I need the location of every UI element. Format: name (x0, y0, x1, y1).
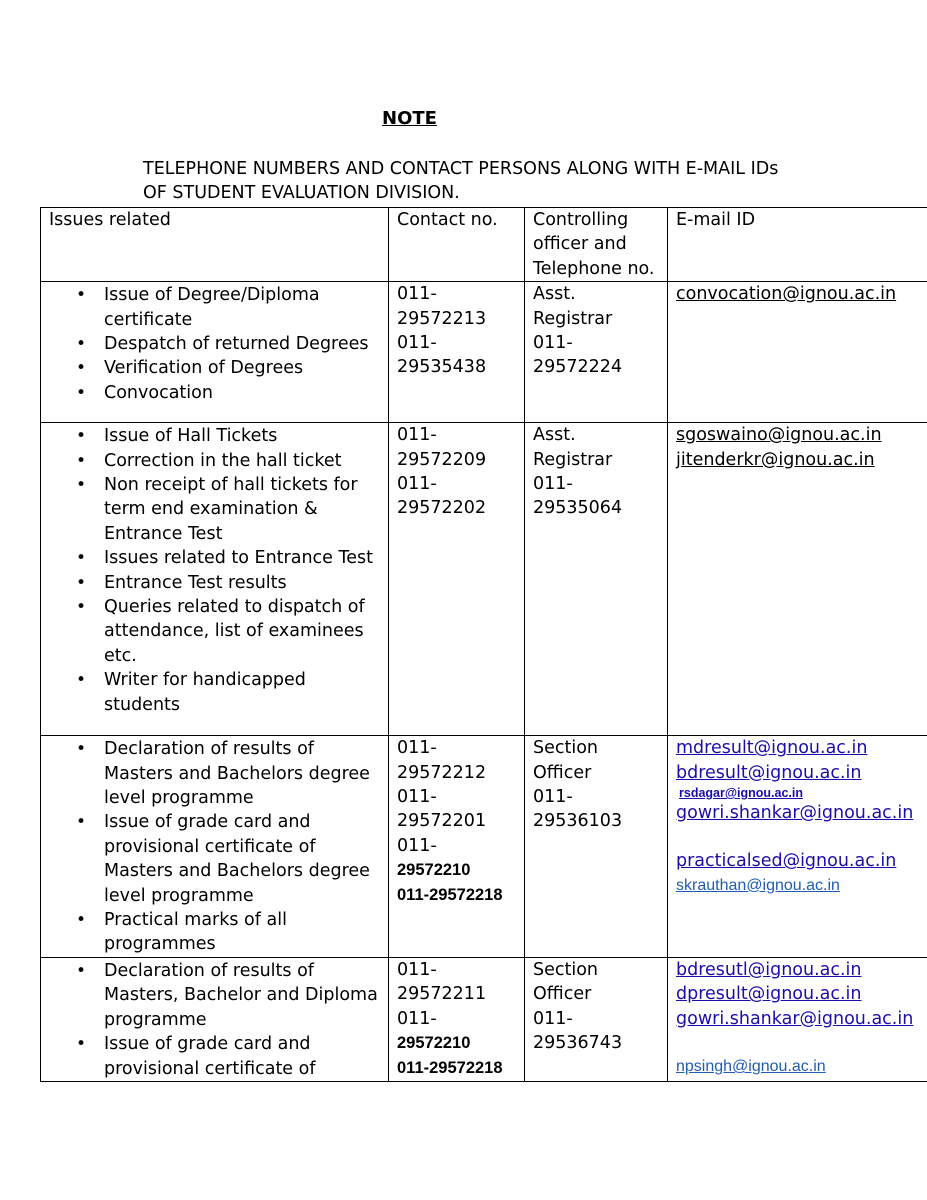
intro-line-2: OF STUDENT EVALUATION DIVISION. (143, 183, 460, 203)
contact-numbers (389, 736, 524, 907)
officer-line: Section (533, 959, 599, 980)
officer-line: 011- (533, 333, 573, 354)
header-officer-line1: Controlling (533, 210, 629, 230)
list-item: • Declaration of results of Masters and Bachelors degree level programme (104, 737, 384, 810)
email-link[interactable]: convocation@ignou.ac.in (676, 284, 897, 305)
email-link[interactable]: sgoswaino@ignou.ac.in (676, 425, 882, 446)
table-row (41, 957, 927, 1081)
email-link[interactable]: gowri.shankar@ignou.ac.in (676, 1008, 914, 1029)
issue-list (41, 737, 384, 957)
list-item: • Queries related to dispatch of attendance, list of examinees etc. (104, 595, 384, 668)
email-link[interactable]: practicalsed@ignou.ac.in (676, 851, 897, 872)
officer-line: Section (533, 738, 599, 759)
contact-line: 29572212 (397, 762, 487, 783)
email-link[interactable]: npsingh@ignou.ac.in (676, 1058, 826, 1076)
email-link[interactable]: bdresult@ignou.ac.in (676, 762, 862, 783)
list-item: • Writer for handicapped students (104, 668, 384, 717)
officer-line: Asst. (533, 284, 576, 305)
email-link[interactable]: mdresult@ignou.ac.in (676, 738, 868, 759)
contact-line: 011- (397, 474, 437, 495)
spacer (676, 1031, 927, 1055)
header-officer (525, 208, 667, 281)
header-issues: Issues related (49, 210, 171, 230)
table-header-row (41, 208, 927, 282)
controlling-officer (525, 282, 667, 380)
email-link[interactable]: dpresult@ignou.ac.in (676, 984, 862, 1005)
list-item: • Issue of Degree/Diploma certificate (104, 283, 384, 332)
contact-line: 29572213 (397, 308, 487, 329)
list-item: • Correction in the hall ticket (104, 449, 384, 473)
contact-line: 29572202 (397, 498, 487, 519)
contact-line: 011-29572218 (397, 1058, 503, 1077)
contact-line: 011- (397, 425, 437, 446)
email-ids (668, 282, 927, 306)
contact-line: 29572210 (397, 1034, 471, 1053)
contact-line: 29572201 (397, 811, 487, 832)
contact-line: 011- (397, 333, 437, 354)
contact-line: 011- (397, 1008, 437, 1029)
officer-line: 29572224 (533, 357, 623, 378)
email-ids (668, 958, 927, 1080)
issue-list (41, 424, 384, 717)
table-row (41, 736, 927, 958)
email-link[interactable]: rsdagar@ignou.ac.in (679, 786, 804, 801)
officer-line: Officer (533, 762, 592, 783)
list-item: • Issue of grade card and provisional certificate of (104, 1032, 384, 1081)
contact-numbers (389, 958, 524, 1080)
header-officer-line2: officer and (533, 234, 627, 255)
officer-line: 29535064 (533, 498, 623, 519)
list-item: • Convocation (104, 381, 384, 405)
table-row (41, 282, 927, 423)
list-item: • Issue of grade card and provisional certificate of Masters and Bachelors degree level programme (104, 810, 384, 908)
officer-line: Registrar (533, 308, 613, 329)
contact-line: 011-29572218 (397, 885, 503, 904)
email-link[interactable]: bdresutl@ignou.ac.in (676, 959, 862, 980)
list-item: • Despatch of returned Degrees (104, 332, 384, 356)
contact-line: 29572209 (397, 449, 487, 470)
list-item: • Entrance Test results (104, 571, 384, 595)
email-link[interactable]: gowri.shankar@ignou.ac.in (676, 803, 914, 824)
officer-line: Asst. (533, 425, 576, 446)
intro-line-1: TELEPHONE NUMBERS AND CONTACT PERSONS ALONG WITH E-MAIL IDs (143, 159, 779, 179)
controlling-officer (525, 958, 667, 1056)
officer-line: 011- (533, 474, 573, 495)
issue-list (41, 959, 384, 1081)
contact-line: 29572210 (397, 861, 471, 880)
officer-line: Officer (533, 984, 592, 1005)
controlling-officer (525, 736, 667, 834)
list-item: • Declaration of results of Masters, Bachelor and Diploma programme (104, 959, 384, 1032)
list-item: • Issue of Hall Tickets (104, 424, 384, 448)
list-item: • Non receipt of hall tickets for term end examination & Entrance Test (104, 473, 384, 546)
contact-numbers (389, 423, 524, 521)
contacts-table (40, 207, 927, 1082)
officer-line: 011- (533, 1008, 573, 1029)
header-officer-line3: Telephone no. (533, 258, 655, 279)
officer-line: 29536103 (533, 811, 623, 832)
email-link[interactable]: skrauthan@ignou.ac.in (676, 876, 840, 894)
email-link[interactable]: jitenderkr@ignou.ac.in (676, 449, 875, 470)
email-ids (668, 423, 927, 472)
contact-line: 011- (397, 284, 437, 305)
officer-line: 29536743 (533, 1033, 623, 1054)
contact-line: 29572211 (397, 984, 487, 1005)
table-row (41, 423, 927, 736)
list-item: • Issues related to Entrance Test (104, 546, 384, 570)
list-item: • Practical marks of all programmes (104, 908, 384, 957)
contact-numbers (389, 282, 524, 380)
email-ids (668, 736, 927, 898)
officer-line: Registrar (533, 449, 613, 470)
contact-line: 011- (397, 787, 437, 808)
contact-line: 011- (397, 738, 437, 759)
controlling-officer (525, 423, 667, 521)
list-item: • Verification of Degrees (104, 356, 384, 380)
contact-line: 011- (397, 835, 437, 856)
spacer (676, 825, 927, 849)
contact-line: 29535438 (397, 357, 487, 378)
note-title: NOTE (382, 108, 437, 129)
issue-list (41, 283, 384, 405)
officer-line: 011- (533, 787, 573, 808)
intro-text (143, 157, 778, 205)
contact-line: 011- (397, 959, 437, 980)
header-email: E-mail ID (676, 210, 756, 230)
header-contact: Contact no. (397, 210, 498, 230)
